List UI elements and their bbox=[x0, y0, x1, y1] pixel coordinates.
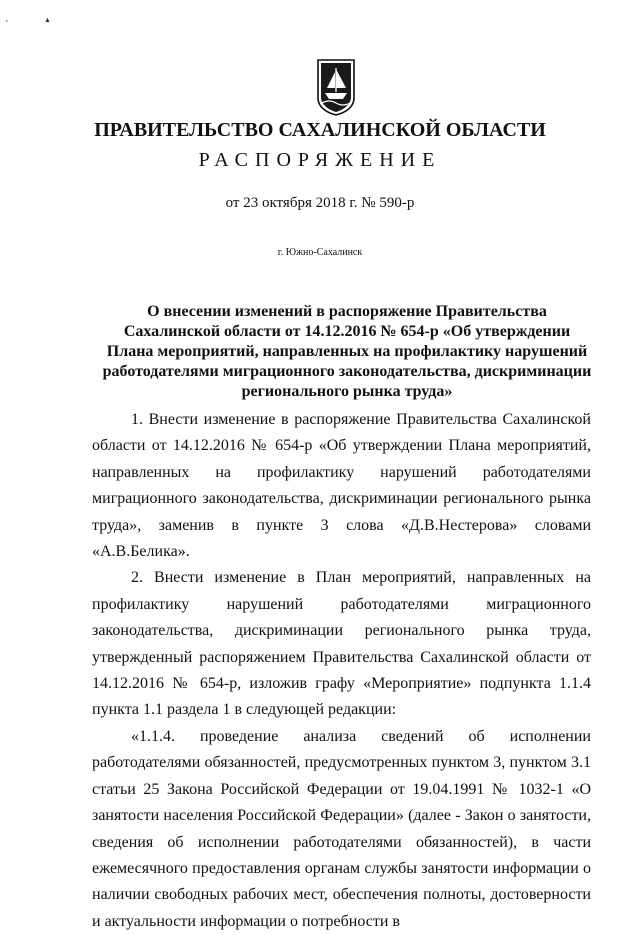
government-name: ПРАВИТЕЛЬСТВО САХАЛИНСКОЙ ОБЛАСТИ bbox=[94, 119, 546, 141]
scan-mark: ▲ bbox=[44, 16, 51, 24]
paragraph-1: 1. Внести изменение в распоряжение Правительства Сахалинской области от 14.12.2016 № 654-р «Об утверждении Плана мероприятий, направленных на профилактику нарушений работодателями миграционного законодательства, дискриминации регионального рынка труда», заменив в пункте 3 слова «Д.В.Нестерова» словами «А.В.Белика». bbox=[92, 411, 591, 561]
coat-of-arms-emblem bbox=[316, 58, 356, 116]
document-type: РАСПОРЯЖЕНИЕ bbox=[198, 149, 442, 171]
paragraph-3: «1.1.4. проведение анализа сведений об исполнении работодателями обязанностей, предусмотренных пунктом 3, пунктом 3.1 статьи 25 Закона Российской Федерации от 19.04.1991 № 1032-1 «О занятости населения Российской Федерации» (далее - Закон о занятости, сведения об исполнении работодателями обязанностей), в части ежемесячного предоставления органам службы занятости информации о наличии свободных рабочих мест, обеспечения полноты, достоверности и актуальности информации о потребности в bbox=[92, 727, 591, 930]
date-and-number: от 23 октября 2018 г. № 590-р bbox=[225, 195, 415, 211]
document-body bbox=[92, 407, 591, 935]
paragraph-2: 2. Внести изменение в План мероприятий, направленных на профилактику нарушений работодателями миграционного законодательства, дискриминации регионального рынка труда, утвержденный распоряжением Правительства Сахалинской области от 14.12.2016 № 654-р, изложив графу «Мероприятие» подпункта 1.1.4 пункта 1.1 раздела 1 в следующей редакции: bbox=[92, 569, 591, 719]
scan-mark: ' bbox=[6, 19, 8, 30]
document-title: О внесении изменений в распоряжение Правительства Сахалинской области от 14.12.2016 № 654-р «Об утверждении Плана мероприятий, направленных на профилактику нарушений работодателями миграционного законодательства, дискриминации регионального рынка труда» bbox=[102, 303, 592, 400]
city-name: г. Южно-Сахалинск bbox=[277, 247, 363, 258]
